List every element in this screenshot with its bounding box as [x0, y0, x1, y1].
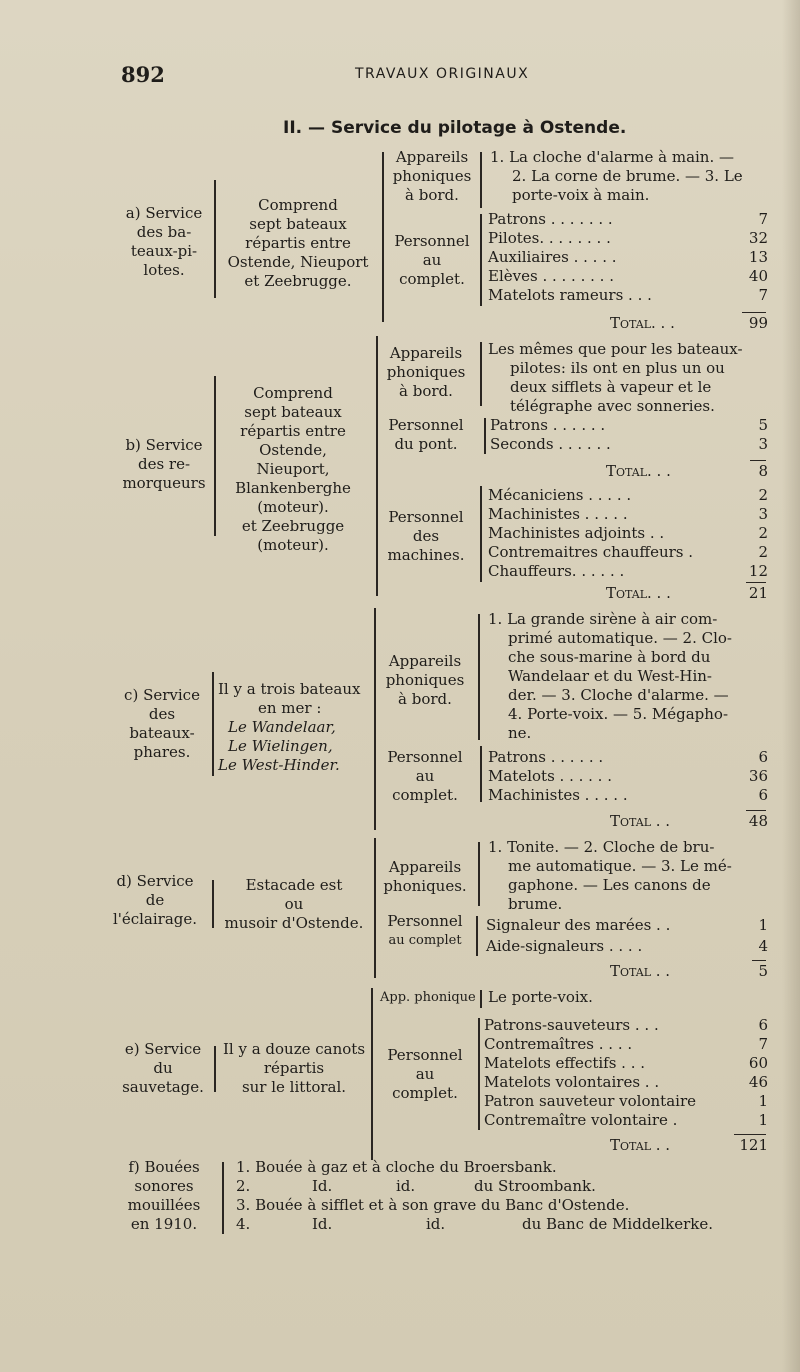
row-value: 3: [758, 435, 768, 453]
section-a-label: a) Service des ba- teaux-pi- lotes.: [125, 204, 203, 279]
section-d-label: d) Service de l'éclairage.: [112, 872, 198, 928]
section-d-appareils-label: Appareils phoniques.: [383, 858, 467, 895]
total-rule: [734, 1134, 766, 1135]
section-e-appareils-label: App. phonique: [380, 990, 476, 1005]
row-value: 2: [758, 486, 768, 504]
table-row: [488, 248, 768, 267]
table-row: [488, 229, 768, 248]
total-rule: [746, 582, 766, 583]
table-row: [490, 435, 768, 454]
row-label: Matelots rameurs . . .: [488, 286, 652, 304]
row-value: 3: [758, 505, 768, 523]
brace: [480, 746, 482, 802]
section-c-total-value: 48: [748, 812, 768, 830]
row-label: Matelots . . . . . .: [488, 767, 612, 785]
list-item: 3. Bouée à sifflet et à son grave du Banc d'Ostende.: [236, 1196, 630, 1214]
row-value: 1: [758, 1111, 768, 1129]
section-b-pont-total-value: 8: [758, 462, 768, 480]
table-row: [488, 486, 768, 505]
table-row: [484, 1111, 768, 1130]
section-c-description: Il y a trois bateaux en mer : Le Wandelaar, Le Wielingen, Le West-Hinder.: [218, 680, 361, 774]
row-label: Contremaitres chauffeurs .: [488, 543, 694, 561]
table-row: [488, 786, 768, 805]
row-label: Auxiliaires . . . . .: [488, 248, 617, 266]
section-e-label: e) Service du sauvetage.: [122, 1040, 204, 1096]
section-c-appareils-text: 1. La grande sirène à air com- primé automatique. — 2. Clo- che sous-marine à bord du Wandelaar et du West-Hin- der. — 3. Cloche d'alarme. — 4. Porte-voix. — 5. Mégapho- ne.: [488, 610, 732, 742]
row-label: Seconds . . . . . .: [490, 435, 611, 453]
row-label: Machinistes . . . . .: [488, 505, 628, 523]
row-label: Machinistes adjoints . .: [488, 524, 665, 542]
table-row: [484, 1092, 768, 1111]
table-row: [488, 210, 768, 229]
row-label: Patrons-sauveteurs . . .: [484, 1016, 659, 1034]
row-label: Patron sauveteur volontaire: [484, 1092, 696, 1110]
table-row: [488, 286, 768, 305]
section-b-pont-label: Personnel du pont.: [388, 416, 464, 453]
column-divider-a: [382, 152, 384, 322]
section-c-total-label: Total . .: [610, 812, 671, 830]
row-value: 1: [758, 916, 768, 934]
brace: [222, 1162, 224, 1234]
table-row: [488, 505, 768, 524]
row-label: Aide-signaleurs . . . .: [486, 937, 643, 955]
brace: [478, 614, 480, 740]
row-value: 36: [748, 767, 768, 785]
table-row: [484, 1073, 768, 1092]
section-e-description: Il y a douze canots répartis sur le littoral.: [222, 1040, 366, 1096]
row-value: 4: [758, 937, 768, 955]
row-label: Contremaître volontaire .: [484, 1111, 678, 1129]
list-item: 1. Bouée à gaz et à cloche du Broersbank.: [236, 1158, 557, 1176]
row-label: Pilotes. . . . . . . .: [488, 229, 611, 247]
section-c-appareils-label: Appareils phoniques à bord.: [385, 652, 465, 708]
page-number: 892: [121, 62, 165, 87]
table-row: [484, 1035, 768, 1054]
section-b-machines-total-value: 21: [748, 584, 768, 602]
brace: [480, 214, 482, 306]
table-row: [488, 748, 768, 767]
row-value: 1: [758, 1092, 768, 1110]
section-b-machines-total-label: Total. . .: [606, 584, 671, 602]
section-b-description: Comprend sept bateaux répartis entre Ostende, Nieuport, Blankenberghe (moteur). et Zeebrugge (moteur).: [235, 384, 351, 554]
row-value: 6: [758, 786, 768, 804]
section-b-pont-total-label: Total. . .: [606, 462, 671, 480]
brace: [214, 376, 216, 536]
section-e-total-value: 121: [739, 1136, 768, 1154]
row-value: 40: [748, 267, 768, 285]
row-value: 7: [758, 210, 768, 228]
table-row: [484, 1016, 768, 1035]
brace: [480, 990, 482, 1008]
total-rule: [742, 312, 766, 313]
table-row: [488, 767, 768, 786]
section-d-total-label: Total . .: [610, 962, 671, 980]
section-a-appareils-label: Appareils phoniques à bord.: [392, 148, 472, 204]
section-a-appareils-text: 1. La cloche d'alarme à main. — 2. La corne de brume. — 3. Le porte-voix à main.: [490, 148, 743, 204]
section-a-personnel-label: Personnel au complet.: [394, 232, 470, 288]
brace: [478, 842, 480, 906]
section-b-appareils-label: Appareils phoniques à bord.: [386, 344, 466, 400]
section-e-personnel-label: Personnel au complet.: [387, 1046, 463, 1102]
total-rule: [752, 960, 766, 961]
brace: [476, 916, 478, 956]
section-b-appareils-text: Les mêmes que pour les bateaux- pilotes: ils ont en plus un ou deux sifflets à vapeur et le télégraphe avec sonneries.: [488, 340, 743, 415]
section-e-total-label: Total . .: [610, 1136, 671, 1154]
row-label: Patrons . . . . . . .: [488, 210, 613, 228]
section-title: II. — Service du pilotage à Ostende.: [283, 118, 627, 138]
total-rule: [750, 460, 766, 461]
row-value: 7: [758, 286, 768, 304]
row-value: 6: [758, 748, 768, 766]
section-b-machines-label: Personnel des machines.: [387, 508, 465, 564]
row-label: Signaleur des marées . .: [486, 916, 671, 934]
table-row: [486, 937, 768, 958]
row-label: Matelots volontaires . .: [484, 1073, 660, 1091]
section-e-appareils-text: Le porte-voix.: [488, 988, 593, 1006]
section-d-appareils-text: 1. Tonite. — 2. Cloche de bru- me automatique. — 3. Le mé- gaphone. — Les canons de brume.: [488, 838, 732, 913]
list-item: 4. Id. id. du Banc de Middelkerke.: [236, 1215, 713, 1233]
row-value: 46: [748, 1073, 768, 1091]
brace: [212, 672, 214, 776]
row-label: Chauffeurs. . . . . .: [488, 562, 625, 580]
section-f-label: f) Bouées sonores mouillées en 1910.: [127, 1158, 201, 1233]
table-row: [488, 524, 768, 543]
row-value: 6: [758, 1016, 768, 1034]
section-d-personnel-label: Personnel au complet: [387, 912, 463, 948]
row-label: Patrons . . . . . .: [488, 748, 604, 766]
section-a-description: Comprend sept bateaux répartis entre Ostende, Nieuport et Zeebrugge.: [227, 196, 369, 290]
section-c-personnel-label: Personnel au complet.: [387, 748, 463, 804]
page-edge-shadow: [782, 0, 800, 1372]
section-c-label: c) Service des bateaux- phares.: [124, 686, 200, 761]
list-item: 2. Id. id. du Stroombank.: [236, 1177, 596, 1195]
section-a-total-value: 99: [748, 314, 768, 332]
row-value: 2: [758, 543, 768, 561]
table-row: [484, 1054, 768, 1073]
table-row: [488, 543, 768, 562]
brace: [478, 1018, 480, 1130]
row-value: 7: [758, 1035, 768, 1053]
row-label: Machinistes . . . . .: [488, 786, 628, 804]
row-label: Contremaîtres . . . .: [484, 1035, 633, 1053]
row-label: Patrons . . . . . .: [490, 416, 606, 434]
brace: [480, 342, 482, 406]
brace: [480, 152, 482, 208]
row-label: Elèves . . . . . . . .: [488, 267, 614, 285]
section-a-total-label: Total. . .: [610, 314, 675, 332]
row-value: 5: [758, 416, 768, 434]
brace: [212, 880, 214, 928]
row-value: 13: [748, 248, 768, 266]
brace: [484, 418, 486, 454]
running-head: TRAVAUX ORIGINAUX: [355, 66, 530, 82]
section-d-description: Estacade est ou musoir d'Ostende.: [224, 876, 364, 932]
row-label: Mécaniciens . . . . .: [488, 486, 632, 504]
row-value: 2: [758, 524, 768, 542]
table-row: [488, 267, 768, 286]
brace: [480, 486, 482, 582]
total-rule: [746, 810, 766, 811]
row-value: 32: [748, 229, 768, 247]
row-label: Matelots effectifs . . .: [484, 1054, 646, 1072]
table-row: [490, 416, 768, 435]
section-b-label: b) Service des re- morqueurs: [122, 436, 206, 492]
brace: [214, 180, 216, 298]
table-row: [488, 562, 768, 581]
row-value: 12: [748, 562, 768, 580]
row-value: 60: [748, 1054, 768, 1072]
section-d-total-value: 5: [758, 962, 768, 980]
table-row: [486, 916, 768, 937]
